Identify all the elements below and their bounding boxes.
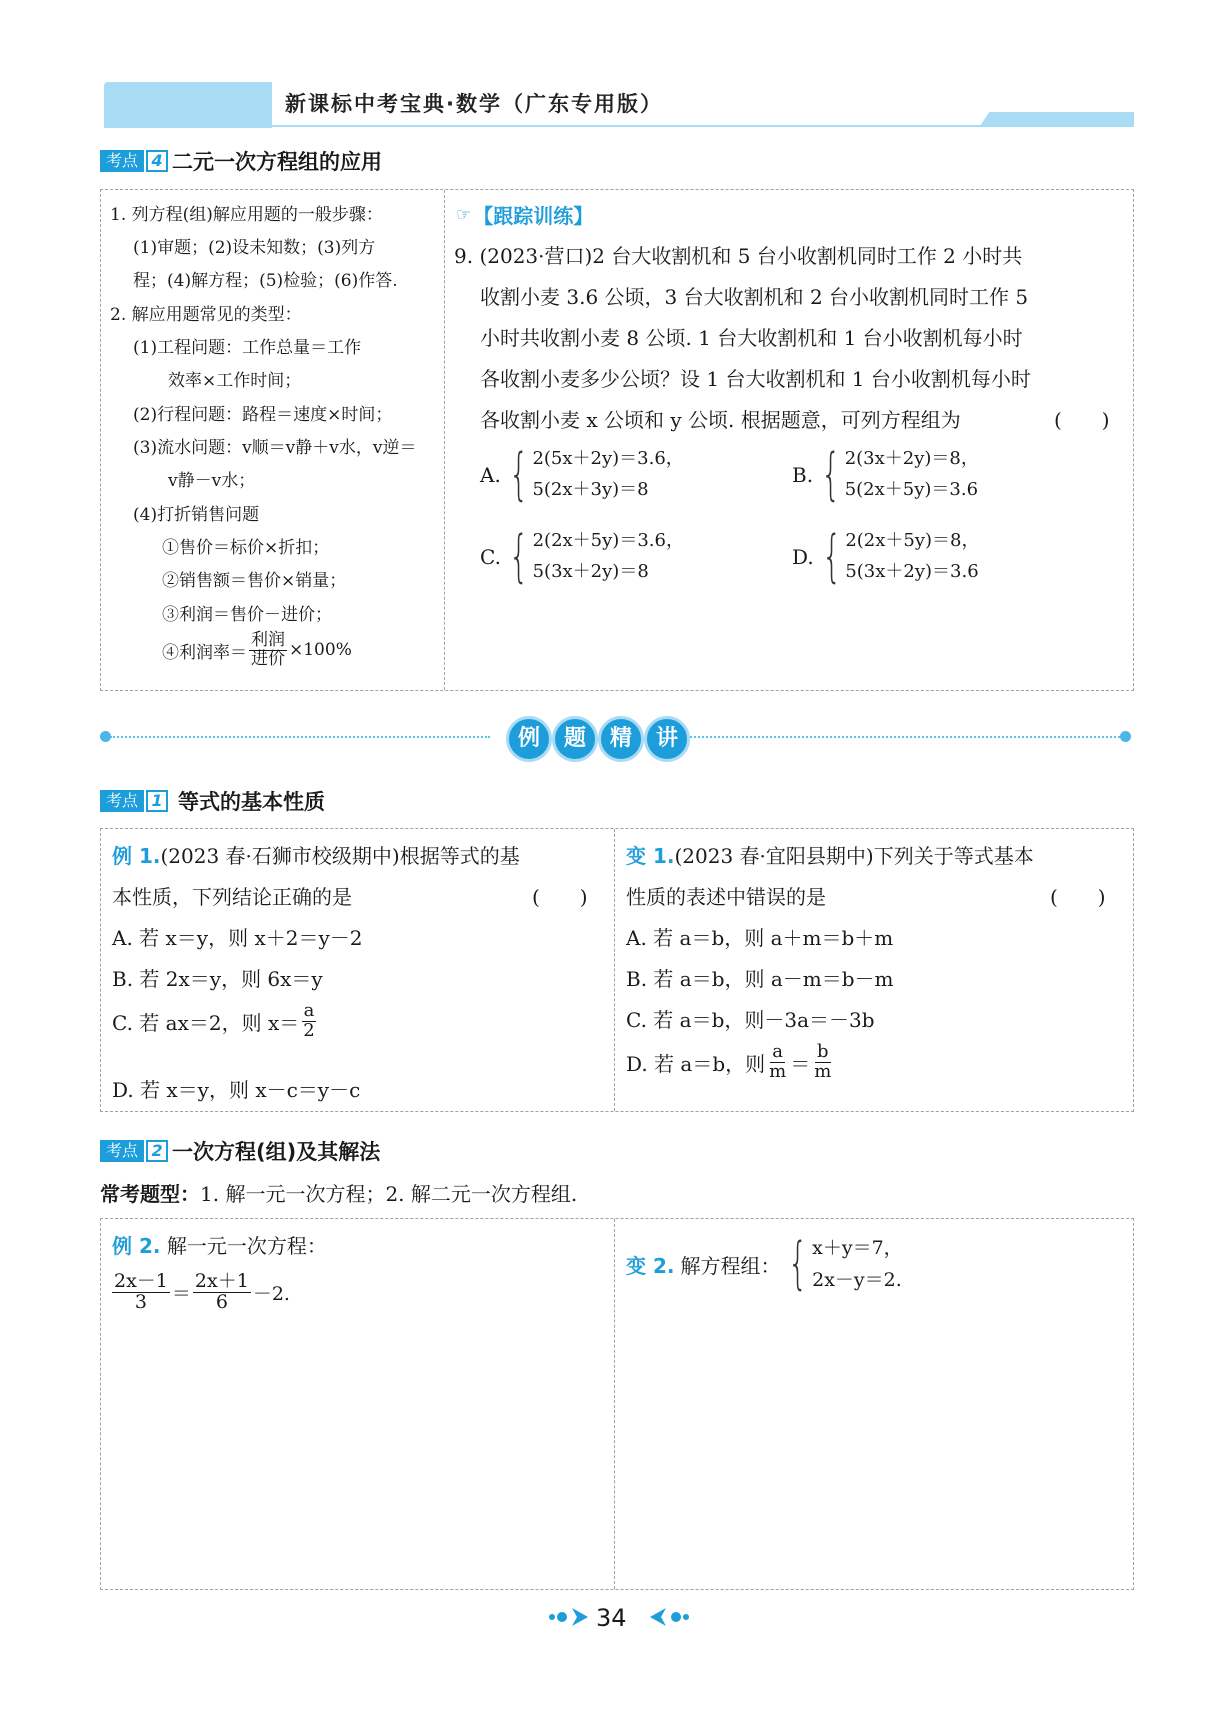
option-a[interactable] — [480, 441, 684, 507]
question-line: 9. (2023·营口)2 台大收割机和 5 台小收割机同时工作 2 小时共 — [454, 244, 1023, 268]
divider-char: 讲 — [644, 716, 690, 762]
fraction — [812, 1043, 833, 1082]
equals-sign: ＝ — [790, 1051, 811, 1076]
divider-dot — [100, 731, 111, 742]
fraction — [301, 1002, 316, 1041]
section-title: 等式的基本性质 — [178, 790, 326, 814]
option-label: A. — [480, 462, 501, 487]
fraction-denominator: m — [769, 1060, 787, 1082]
page-number: 34 — [596, 1604, 627, 1632]
equation-row: 2(5x＋2y)＝3.6， — [532, 448, 684, 469]
answer-area-variant-2[interactable] — [626, 1320, 1126, 1580]
equation-row: 2(2x＋5y)＝3.6， — [532, 530, 684, 551]
option-c[interactable] — [480, 523, 684, 589]
knowledge-line: 1. 列方程(组)解应用题的一般步骤： — [110, 205, 383, 225]
header-line — [104, 125, 1134, 127]
variant-text: 性质的表述中错误的是 — [626, 885, 826, 909]
fraction-denominator: 6 — [215, 1290, 228, 1313]
training-label: 【跟踪训练】 — [473, 204, 594, 228]
divider-dot — [1120, 731, 1131, 742]
option-text: C. 若 ax＝2，则 x＝ — [112, 1010, 300, 1035]
example-text: (2023 春·石狮市校级期中)根据等式的基 — [160, 844, 520, 868]
knowledge-line: ①售价＝标价×折扣； — [162, 538, 330, 558]
equation-row: 5(2x＋3y)＝8 — [532, 478, 649, 500]
question-line: 小时共收割小麦 8 公顷. 1 台大收割机和 1 台小收割机每小时 — [480, 326, 1023, 350]
equals-sign: ＝ — [171, 1282, 191, 1305]
fraction-numerator: a — [772, 1041, 784, 1062]
kaodian4-divider — [444, 190, 445, 690]
variant-2 — [626, 1232, 903, 1297]
fraction-numerator: 利润 — [251, 630, 285, 650]
section-header-kaodian2 — [100, 1136, 380, 1166]
profit-rate-formula — [162, 632, 352, 669]
variant-text: 解方程组： — [680, 1253, 781, 1278]
brace-icon: { — [821, 523, 842, 589]
divider-char: 题 — [552, 716, 598, 762]
option-c[interactable] — [112, 1002, 319, 1041]
knowledge-line: (1)工程问题：工作总量＝工作 — [133, 338, 362, 358]
equation-row: 2(2x＋5y)＝8， — [845, 530, 980, 551]
fraction-numerator: b — [816, 1041, 829, 1062]
example-text: 解一元一次方程： — [166, 1234, 327, 1258]
equation-row: 2x－y＝2. — [812, 1269, 902, 1292]
brace-icon: { — [821, 441, 841, 507]
question-line: 各收割小麦多少公顷？设 1 台大收割机和 1 台小收割机每小时 — [480, 367, 1031, 391]
equation-row: 5(2x＋5y)＝3.6 — [844, 478, 979, 500]
page-arrow-left-icon — [548, 1606, 594, 1628]
example-tag: 例 2. — [112, 1234, 161, 1258]
equation-example-2 — [110, 1272, 290, 1313]
option-b[interactable]: B. 若 2x＝y，则 6x＝y — [112, 967, 323, 991]
fraction — [193, 1272, 251, 1313]
knowledge-line: (2)行程问题：路程＝速度×时间； — [133, 405, 393, 425]
knowledge-line: ③利润＝售价－进价； — [162, 605, 332, 625]
header-strip — [980, 112, 1134, 126]
divider-line-left — [110, 736, 490, 738]
fraction-denominator: 3 — [134, 1290, 147, 1313]
header-tab — [104, 82, 272, 128]
fraction-denominator: 进价 — [251, 648, 285, 669]
question-line: 各收割小麦 x 公顷和 y 公顷. 根据题意，可列方程组为 — [480, 408, 961, 432]
option-b[interactable] — [792, 441, 979, 507]
option-d[interactable] — [626, 1043, 835, 1082]
common-types-text: 1. 解一元一次方程；2. 解二元一次方程组. — [200, 1182, 578, 1206]
variant-tag: 变 2. — [626, 1253, 675, 1278]
hand-pointer-icon: ☞ — [456, 204, 472, 225]
common-types-label: 常考题型： — [100, 1182, 200, 1206]
section-header-kaodian1 — [100, 786, 325, 816]
answer-paren: ( ) — [1054, 408, 1110, 432]
equation-row: 5(3x＋2y)＝3.6 — [845, 560, 979, 582]
brace-icon: { — [508, 441, 529, 507]
option-a[interactable]: A. 若 x＝y，则 x＋2＝y－2 — [112, 926, 363, 950]
section-title: 一次方程(组)及其解法 — [172, 1140, 381, 1164]
knowledge-line: (4)打折销售问题 — [133, 505, 260, 525]
equation-row: x＋y＝7， — [812, 1237, 903, 1259]
option-label: D. — [792, 544, 814, 569]
question-line: 收割小麦 3.6 公顷，3 台大收割机和 2 台小收割机同时工作 5 — [480, 285, 1029, 309]
divider-char: 例 — [506, 716, 552, 762]
common-types — [100, 1178, 577, 1207]
option-label: B. — [792, 462, 814, 487]
badge-label: 考点 — [100, 150, 144, 172]
kaodian2-divider — [614, 1219, 615, 1589]
fraction-denominator: 2 — [303, 1019, 315, 1041]
option-c[interactable]: C. 若 a＝b，则－3a＝－3b — [626, 1008, 875, 1032]
formula-suffix: ×100% — [289, 640, 352, 661]
divider-char: 精 — [598, 716, 644, 762]
section-header-kaodian4 — [100, 146, 382, 176]
fraction-numerator: 2x＋1 — [194, 1270, 249, 1292]
book-title: 新课标中考宝典·数学（广东专用版） — [285, 92, 663, 116]
badge-number: 1 — [146, 790, 168, 812]
knowledge-line: (1)审题；(2)设未知数；(3)列方 — [133, 238, 376, 258]
example-tag: 例 1. — [112, 844, 161, 868]
option-b[interactable]: B. 若 a＝b，则 a－m＝b－m — [626, 967, 894, 991]
knowledge-line: (3)流水问题：v顺＝v静＋v水，v逆＝ — [133, 438, 417, 458]
knowledge-line: 程；(4)解方程；(5)检验；(6)作答. — [133, 271, 398, 291]
answer-paren: ( ) — [1050, 885, 1106, 909]
answer-paren: ( ) — [532, 885, 588, 909]
variant-tag: 变 1. — [626, 844, 675, 868]
brace-icon: { — [508, 523, 529, 589]
formula-prefix: ④利润率＝ — [162, 642, 247, 663]
brace-icon: { — [788, 1231, 809, 1297]
section-title: 二元一次方程组的应用 — [172, 150, 383, 174]
knowledge-line: 2. 解应用题常见的类型： — [110, 305, 302, 325]
fraction — [767, 1043, 788, 1082]
fraction-denominator: m — [814, 1060, 832, 1082]
knowledge-line: ②销售额＝售价×销量； — [162, 571, 347, 591]
badge-label: 考点 — [100, 790, 144, 812]
example-2 — [112, 1230, 327, 1259]
fraction-numerator: 2x－1 — [114, 1270, 168, 1292]
badge-number: 2 — [146, 1140, 168, 1162]
knowledge-line: v静－v水； — [168, 471, 256, 491]
fraction — [112, 1272, 170, 1313]
answer-area-example-2[interactable] — [112, 1320, 602, 1580]
fraction-numerator: a — [303, 1000, 315, 1021]
option-text: D. 若 a＝b，则 — [626, 1051, 766, 1076]
divider-line-right — [690, 736, 1120, 738]
knowledge-line: 效率×工作时间； — [168, 371, 302, 391]
equation-row: 5(3x＋2y)＝8 — [532, 560, 649, 582]
equation-row: 2(3x＋2y)＝8， — [844, 448, 979, 469]
option-d[interactable]: D. 若 x＝y，则 x－c＝y－c — [112, 1078, 361, 1102]
example-text: 本性质，下列结论正确的是 — [112, 885, 352, 909]
kaodian1-divider — [614, 829, 615, 1111]
option-d[interactable] — [792, 523, 980, 589]
page-arrow-right-icon — [644, 1606, 690, 1628]
badge-label: 考点 — [100, 1140, 144, 1162]
variant-text: (2023 春·宜阳县期中)下列关于等式基本 — [674, 844, 1034, 868]
fraction — [249, 632, 287, 669]
training-heading — [456, 200, 593, 229]
option-a[interactable]: A. 若 a＝b，则 a＋m＝b＋m — [626, 926, 894, 950]
option-label: C. — [480, 544, 501, 569]
badge-number: 4 — [146, 150, 168, 172]
equation-tail: －2. — [252, 1282, 290, 1305]
